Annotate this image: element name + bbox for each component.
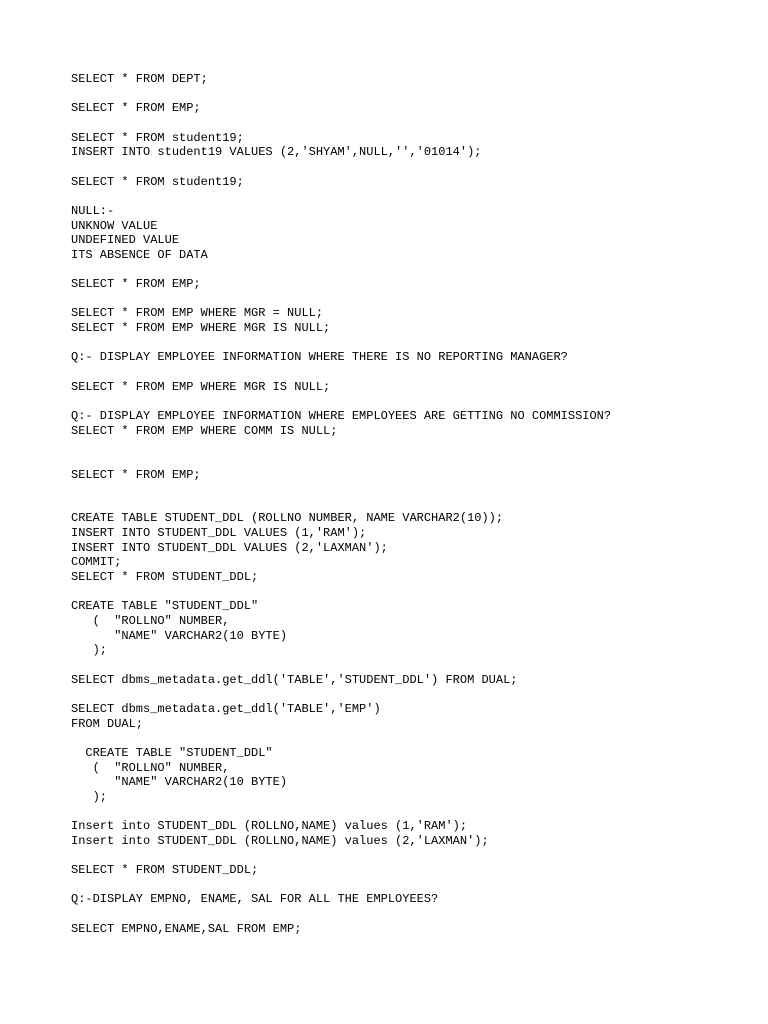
document-line (71, 907, 751, 922)
document-line: SELECT dbms_metadata.get_ddl('TABLE','STUDENT_DDL') FROM DUAL; (71, 672, 518, 687)
document-line: SELECT * FROM EMP WHERE MGR IS NULL; (71, 321, 331, 336)
document-line: NULL:- (71, 203, 115, 218)
document-line: INSERT INTO STUDENT_DDL VALUES (2,'LAXMAN'); (71, 540, 388, 555)
document-line: SELECT * FROM student19; (71, 130, 244, 145)
document-line (71, 585, 751, 600)
document-line: FROM DUAL; (71, 716, 144, 731)
document-line: ( "ROLLNO" NUMBER, (71, 760, 230, 775)
document-line: Q:- DISPLAY EMPLOYEE INFORMATION WHERE THERE IS NO REPORTING MANAGER? (71, 350, 568, 365)
document-line (71, 292, 751, 307)
document-line: CREATE TABLE "STUDENT_DDL" (71, 599, 259, 614)
document-line: "NAME" VARCHAR2(10 BYTE) (71, 628, 288, 643)
document-line (71, 731, 751, 746)
document-line: UNKNOW VALUE (71, 218, 158, 233)
document-line (71, 878, 751, 893)
document-line (71, 438, 751, 453)
document-line (71, 849, 751, 864)
document-line: Insert into STUDENT_DDL (ROLLNO,NAME) values (2,'LAXMAN'); (71, 833, 489, 848)
document-line (71, 687, 751, 702)
document-line (71, 394, 751, 409)
document-line: SELECT dbms_metadata.get_ddl('TABLE','EMP') (71, 701, 381, 716)
document-line (71, 658, 751, 673)
document-line (71, 497, 751, 512)
document-line: COMMIT; (71, 555, 122, 570)
document-line (71, 805, 751, 820)
document-line: SELECT * FROM EMP; (71, 101, 201, 116)
document-line: ); (71, 789, 108, 804)
document-line: CREATE TABLE STUDENT_DDL (ROLLNO NUMBER, NAME VARCHAR2(10)); (71, 511, 504, 526)
document-line (71, 160, 751, 175)
document-line: SELECT * FROM EMP; (71, 277, 201, 292)
document-line: INSERT INTO student19 VALUES (2,'SHYAM',NULL,'','01014'); (71, 145, 482, 160)
document-line (71, 453, 751, 468)
document-line: SELECT EMPNO,ENAME,SAL FROM EMP; (71, 921, 302, 936)
document-line: SELECT * FROM STUDENT_DDL; (71, 570, 259, 585)
document-line (71, 365, 751, 380)
document-line: ITS ABSENCE OF DATA (71, 247, 208, 262)
document-line: SELECT * FROM EMP WHERE MGR IS NULL; (71, 379, 331, 394)
document-line: Q:- DISPLAY EMPLOYEE INFORMATION WHERE EMPLOYEES ARE GETTING NO COMMISSION? (71, 408, 612, 423)
document-line: UNDEFINED VALUE (71, 233, 180, 248)
document-line (71, 262, 751, 277)
document-line (71, 87, 751, 102)
document-line: SELECT * FROM EMP; (71, 467, 201, 482)
document-line (71, 482, 751, 497)
document-line: Q:-DISPLAY EMPNO, ENAME, SAL FOR ALL THE EMPLOYEES? (71, 892, 439, 907)
sql-notes-document (71, 72, 751, 936)
document-line: ( "ROLLNO" NUMBER, (71, 614, 230, 629)
document-line (71, 116, 751, 131)
document-line: ); (71, 643, 108, 658)
document-line: CREATE TABLE "STUDENT_DDL" (71, 745, 273, 760)
document-line (71, 189, 751, 204)
document-line: SELECT * FROM student19; (71, 174, 244, 189)
document-line: INSERT INTO STUDENT_DDL VALUES (1,'RAM'); (71, 526, 367, 541)
document-line: Insert into STUDENT_DDL (ROLLNO,NAME) values (1,'RAM'); (71, 819, 468, 834)
document-line: "NAME" VARCHAR2(10 BYTE) (71, 775, 288, 790)
document-line: SELECT * FROM EMP WHERE MGR = NULL; (71, 306, 324, 321)
document-line: SELECT * FROM DEPT; (71, 72, 208, 86)
document-line (71, 336, 751, 351)
document-line: SELECT * FROM EMP WHERE COMM IS NULL; (71, 423, 338, 438)
document-line: SELECT * FROM STUDENT_DDL; (71, 863, 259, 878)
